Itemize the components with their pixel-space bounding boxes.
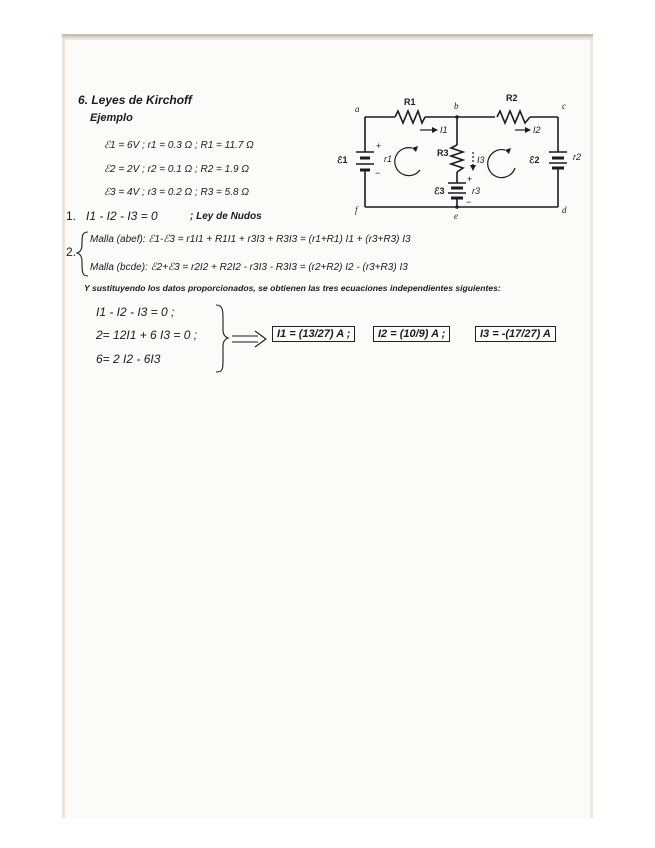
section-title: 6. Leyes de Kirchoff: [78, 93, 192, 107]
data-line-1: ℰ1 = 6V ; r1 = 0.3 Ω ; R1 = 11.7 Ω: [104, 140, 254, 151]
data-line-3: ℰ3 = 4V ; r3 = 0.2 Ω ; R3 = 5.8 Ω: [104, 187, 249, 198]
label-emf-1: ℰ1: [337, 155, 348, 165]
malla-abef-equation: Malla (abef): ℰ1-ℰ3 = r1I1 + R1I1 + r3I3 + R3I3 = (r1+R1) I1 + (r3+R3) I3: [90, 234, 411, 245]
polarity-plus-e3: +: [467, 174, 473, 184]
node-label-d: d: [562, 205, 567, 215]
label-r2-internal: r2: [573, 152, 582, 162]
label-emf-2: ℰ2: [529, 155, 540, 165]
intro-sentence: Y sustituyendo los datos proporcionados, se obtienen las tres ecuaciones independientes siguientes:: [84, 283, 501, 293]
label-emf-3: ℰ3: [434, 186, 445, 196]
label-r2: R2: [506, 93, 518, 103]
polarity-minus-e1: −: [375, 168, 381, 178]
paper-sheet: [62, 34, 593, 818]
label-r1: R1: [404, 97, 416, 107]
equation-1-number: 1.: [66, 209, 77, 223]
equation-1-note: ; Ley de Nudos: [190, 211, 262, 222]
result-i2-box: I2 = (10/9) A ;: [373, 326, 450, 342]
equation-1-text: I1 - I2 - I3 = 0: [86, 209, 158, 223]
label-i2: I2: [533, 125, 541, 135]
node-label-f: f: [355, 205, 358, 215]
polarity-minus-e3: −: [466, 197, 472, 207]
paper-top-edge: [62, 34, 593, 40]
label-r3-internal: r3: [472, 186, 481, 196]
node-label-a: a: [355, 104, 360, 114]
system-equation-3: 6= 2 I2 - 6I3: [96, 352, 161, 366]
label-i3: I3: [477, 155, 485, 165]
label-r3: R3: [437, 148, 449, 158]
node-label-e: e: [454, 211, 458, 221]
label-r1-internal: r1: [384, 154, 393, 164]
system-equation-2: 2= 12I1 + 6 I3 = 0 ;: [96, 328, 198, 342]
malla-bcde-equation: Malla (bcde): ℰ2+ℰ3 = r2I2 + R2I2 - r3I3 - R3I3 = (r2+R2) I2 - (r3+R3) I3: [90, 262, 408, 273]
result-i1-box: I1 = (13/27) A ;: [272, 326, 355, 342]
equation-2-number: 2.: [66, 245, 77, 259]
data-line-2: ℰ2 = 2V ; r2 = 0.1 Ω ; R2 = 1.9 Ω: [104, 164, 249, 175]
section-subtitle: Ejemplo: [90, 112, 133, 124]
system-equation-1: I1 - I2 - I3 = 0 ;: [96, 305, 175, 319]
result-i3-box: I3 = -(17/27) A: [475, 326, 556, 342]
polarity-plus-e1: +: [376, 141, 382, 151]
label-i1: I1: [440, 125, 448, 135]
node-label-b: b: [454, 101, 459, 111]
node-label-c: c: [562, 101, 566, 111]
